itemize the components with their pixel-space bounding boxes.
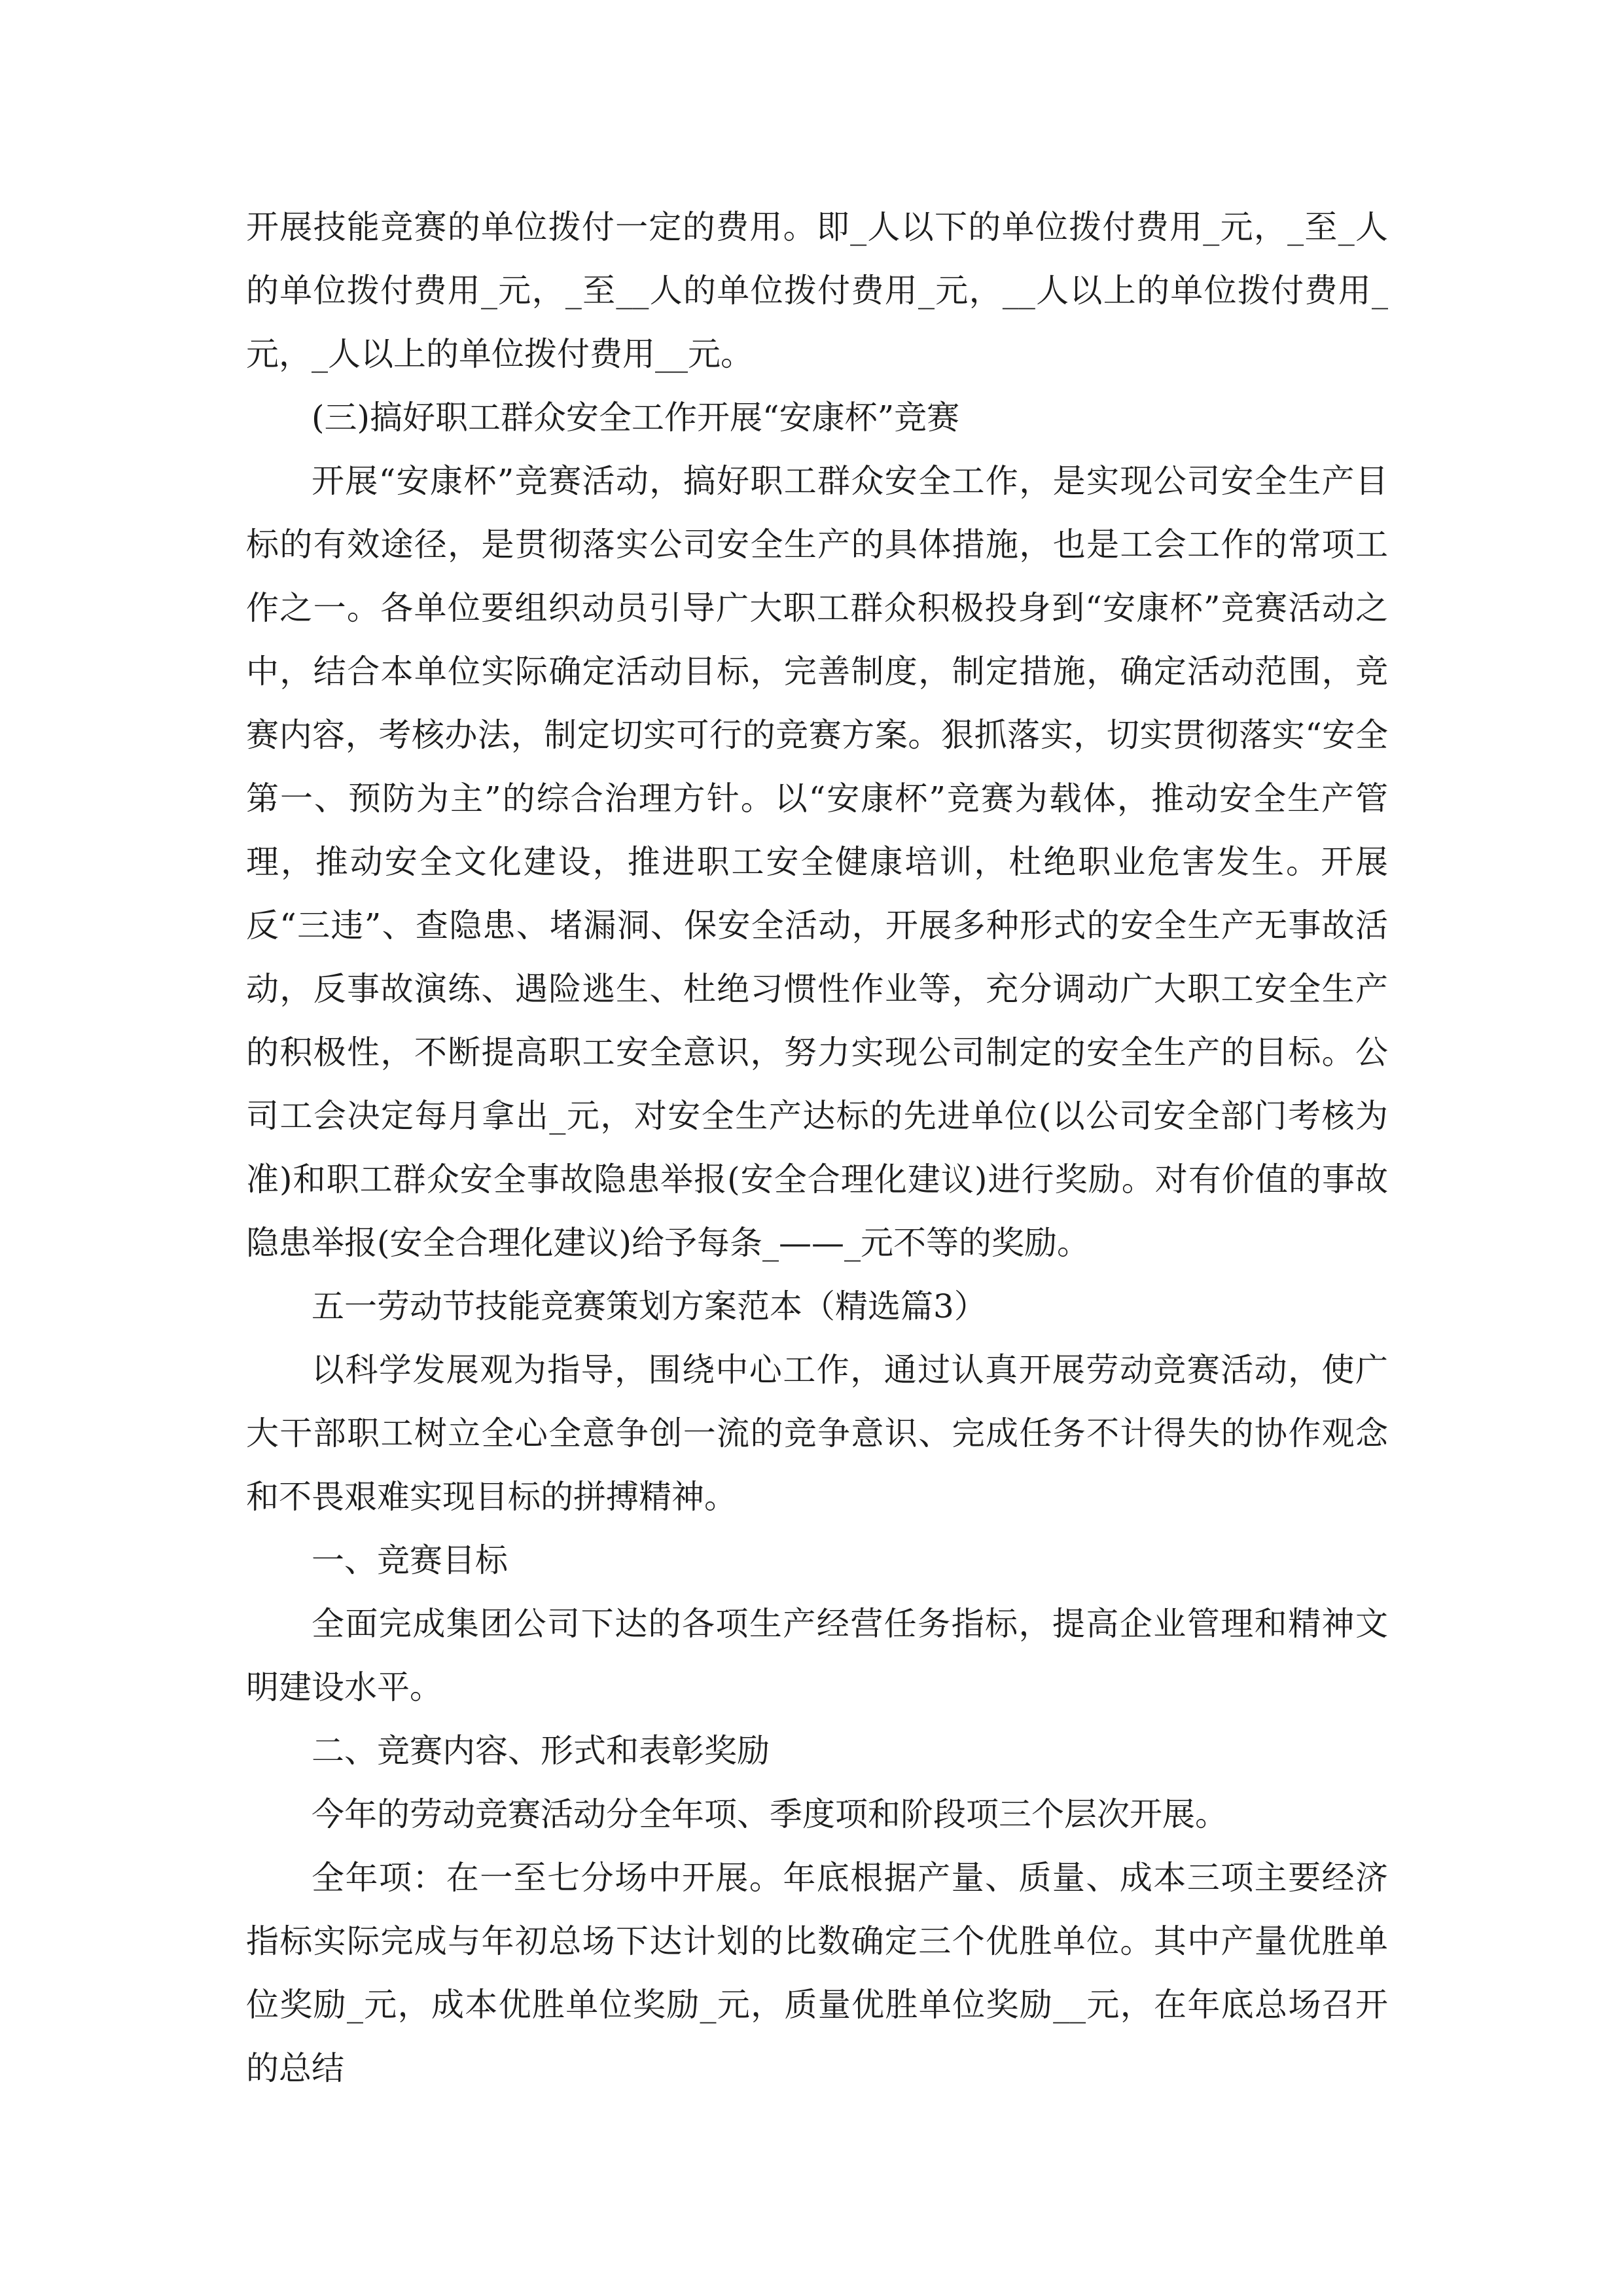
paragraph-annual-items: 全年项：在一至七分场中开展。年底根据产量、质量、成本三项主要经济指标实际完成与年初总场下达计划的比数确定三个优胜单位。其中产量优胜单位奖励_元，成本优胜单位奖励_元，质量优胜单位奖励__元，在年底总场召开的总结 — [246, 1859, 1388, 2087]
article-title-selected-3: 五一劳动节技能竞赛策划方案范本（精选篇3） — [312, 1287, 987, 1325]
paragraph-funding-continuation: 开展技能竞赛的单位拨付一定的费用。即_人以下的单位拨付费用_元，_至_人的单位拨付费用_元，_至__人的单位拨付费用_元，__人以上的单位拨付费用_元，_人以上的单位拨付费用__元。 — [246, 208, 1388, 373]
paragraph-guiding-ideology: 以科学发展观为指导，围绕中心工作，通过认真开展劳动竞赛活动，使广大干部职工树立全心全意争创一流的竞争意识、完成任务不计得失的协作观念和不畏艰难实现目标的拼搏精神。 — [246, 1351, 1388, 1516]
paragraph-ankang-cup-details: 开展“安康杯”竞赛活动，搞好职工群众安全工作，是实现公司安全生产目标的有效途径，是贯彻落实公司安全生产的具体措施，也是工会工作的常项工作之一。各单位要组织动员引导广大职工群众积极投身到“安康杯”竞赛活动之中，结合本单位实际确定活动目标，完善制度，制定措施，确定活动范围，竞赛内容，考核办法，制定切实可行的竞赛方案。狠抓落实，切实贯彻落实“安全第一、预防为主”的综合治理方针。以“安康杯”竞赛为载体，推动安全生产管理，推动安全文化建设，推进职工安全健康培训，杜绝职业危害发生。开展反“三违”、查隐患、堵漏洞、保安全活动，开展多种形式的安全生产无事故活动，反事故演练、遇险逃生、杜绝习惯性作业等，充分调动广大职工安全生产的积极性，不断提高职工安全意识，努力实现公司制定的安全生产的目标。公司工会决定每月拿出_元，对安全生产达标的先进单位(以公司安全部门考核为准)和职工群众安全事故隐患举报(安全合理化建议)进行奖励。对有价值的事故隐患举报(安全合理化建议)给予每条_——_元不等的奖励。 — [246, 462, 1388, 1262]
document-body — [246, 196, 1388, 2100]
paragraph-three-levels: 今年的劳动竞赛活动分全年项、季度项和阶段项三个层次开展。 — [312, 1795, 1228, 1833]
paragraph-competition-goals: 全面完成集团公司下达的各项生产经营任务指标，提高企业管理和精神文明建设水平。 — [246, 1605, 1388, 1706]
section-heading-competition-goals: 一、竞赛目标 — [312, 1541, 508, 1579]
section-heading-content-form-rewards: 二、竞赛内容、形式和表彰奖励 — [312, 1732, 770, 1770]
section-heading-ankang-cup: (三)搞好职工群众安全工作开展“安康杯”竞赛 — [312, 399, 960, 437]
